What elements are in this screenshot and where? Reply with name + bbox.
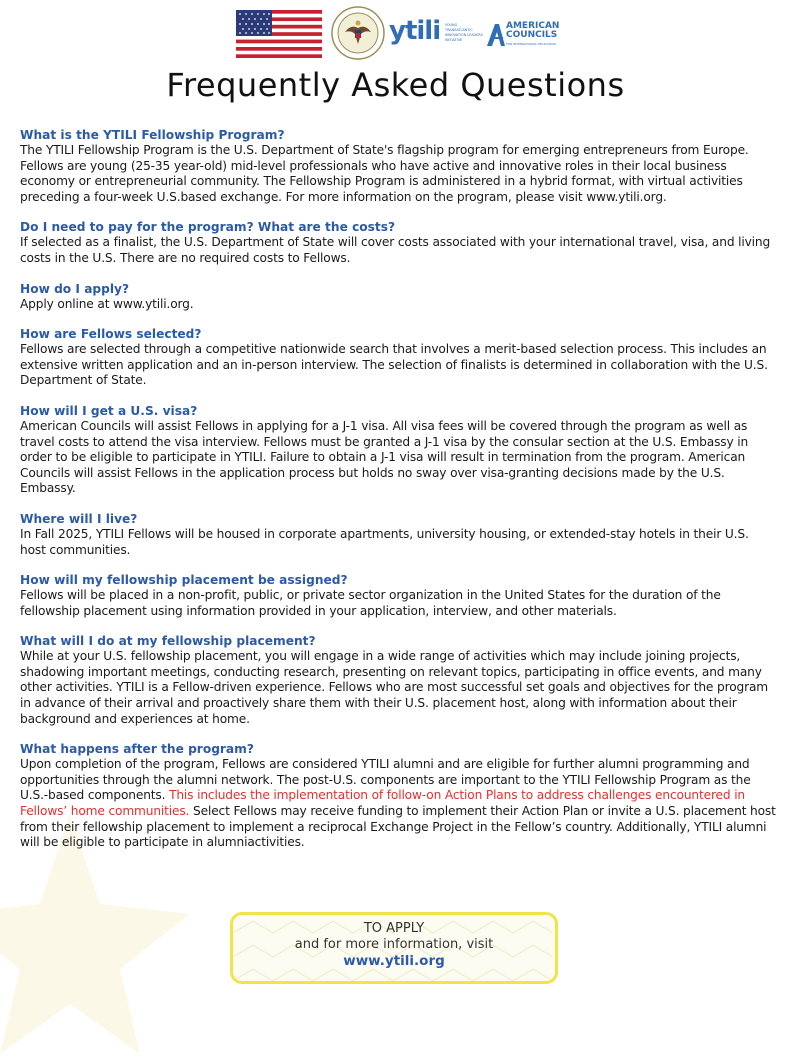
faq-question: How are Fellows selected? <box>20 327 202 342</box>
faq-answer: American Councils will assist Fellows in applying for a J-1 visa. All visa fees will be covered through the program as well as travel costs to attend the visa interview. Fellows must be granted a J-1 visa by the consular section at the U.S. Embassy in order to be eligible to participate in YTILI. Failure to obtain a J-1 visa will result in termination from the program. American Councils will assist Fellows in the application process but holds no sway over visa-granting decisions made by the U.S. Embassy. <box>20 418 749 496</box>
cta-website-link[interactable]: www.ytili.org <box>343 953 445 969</box>
american-councils-logo-text: AMERICAN COUNCILS <box>506 21 560 40</box>
faq-item <box>20 512 776 558</box>
faq-answer-text: Upon completion of the program, Fellows are considered YTILI alumni and are eligible for further alumni programming and opportunities through the alumni network. The post-U.S. components are important to the YTILI Fellowship Program as the U.S.-based components. <box>20 757 751 803</box>
faq-list <box>20 128 776 866</box>
faq-item <box>20 220 776 266</box>
faq-answer: If selected as a finalist, the U.S. Department of State will cover costs associated with your international travel, visa, and living costs in the U.S. There are no required costs to Fellows. <box>20 235 771 265</box>
faq-question: What is the YTILI Fellowship Program? <box>20 128 285 142</box>
cta-subtext: and for more information, visit <box>294 937 494 952</box>
faq-question: How do I apply? <box>20 281 130 296</box>
ytili-logo-subtext: YOUNG TRANSATLANTIC INNOVATION LEADERS INITIATIVE <box>445 23 483 42</box>
ytili-logo-text: ytili <box>389 16 441 46</box>
faq-question: How will my fellowship placement be assigned? <box>20 573 348 588</box>
faq-item <box>20 634 776 727</box>
eagle-seal-icon <box>331 6 385 60</box>
faq-question: What will I do at my fellowship placement? <box>20 634 316 649</box>
american-councils-logo-subtext: FOR INTERNATIONAL EDUCATION <box>506 42 556 46</box>
faq-item <box>20 327 776 389</box>
header-logos <box>0 6 791 62</box>
cta-heading: TO APPLY <box>363 921 425 936</box>
faq-item <box>20 404 776 497</box>
faq-question: What happens after the program? <box>20 742 254 757</box>
faq-answer: Apply online at www.ytili.org. <box>20 296 194 311</box>
faq-answer-highlight: This includes the implementation of follow-on Action Plans to address challenges encountered in Fellows’ home communities. <box>20 788 746 819</box>
faq-item <box>20 282 776 313</box>
faq-answer: While at your U.S. fellowship placement, you will engage in a wide range of activities which may include joining projects, shadowing important meetings, conducting research, presenting on relevant topics, participating in office events, and many other activities. YTILI is a Fellow-driven experience. Fellows who are most successful set goals and objectives for the program in advance of their arrival and proactively share them with their U.S. placement host, along with information about their background and experiences at home. <box>20 649 768 726</box>
faq-answer: Fellows will be placed in a non-profit, public, or private sector organization in the United States for the duration of the fellowship placement using information provided in your application, interview, and other materials. <box>20 588 721 618</box>
faq-answer: The YTILI Fellowship Program is the U.S. Department of State's flagship program for emerging entrepreneurs from Europe. Fellows are young (25-35 year-old) mid-level professionals who have active and innovative roles in their local business economy or entrepreneurial community. The Fellowship Program is administered in a hybrid format, with virtual activities preceding a four-week U.S.based exchange. For more information on the program, please visit www.ytili.org. <box>20 143 749 204</box>
faq-item <box>20 128 776 205</box>
faq-answer <box>20 757 776 851</box>
faq-question: Do I need to pay for the program? What are the costs? <box>20 220 396 235</box>
faq-answer: Fellows are selected through a competitive nationwide search that involves a merit-based selection process. This includes an extensive written application and an in-person interview. The selection of finalists is determined in collaboration with the U.S. Department of State. <box>20 342 768 388</box>
apply-callout-box <box>230 912 558 984</box>
faq-item <box>20 742 776 851</box>
us-flag-icon <box>236 10 322 58</box>
page-title: Frequently Asked Questions <box>166 66 625 104</box>
faq-answer-text: Select Fellows may receive funding to implement their Action Plan or invite a U.S. placement host from their fellowship placement to implement a reciprocal Exchange Project in the Fellow’s country. Additionally, YTILI alumni will be eligible to participate in alumniactivities. <box>20 804 776 850</box>
faq-question: Where will I live? <box>20 511 138 526</box>
faq-question: How will I get a U.S. visa? <box>20 403 198 418</box>
faq-answer: In Fall 2025, YTILI Fellows will be housed in corporate apartments, university housing, or extended-stay hotels in their U.S. host communities. <box>20 526 749 557</box>
faq-item <box>20 573 776 619</box>
